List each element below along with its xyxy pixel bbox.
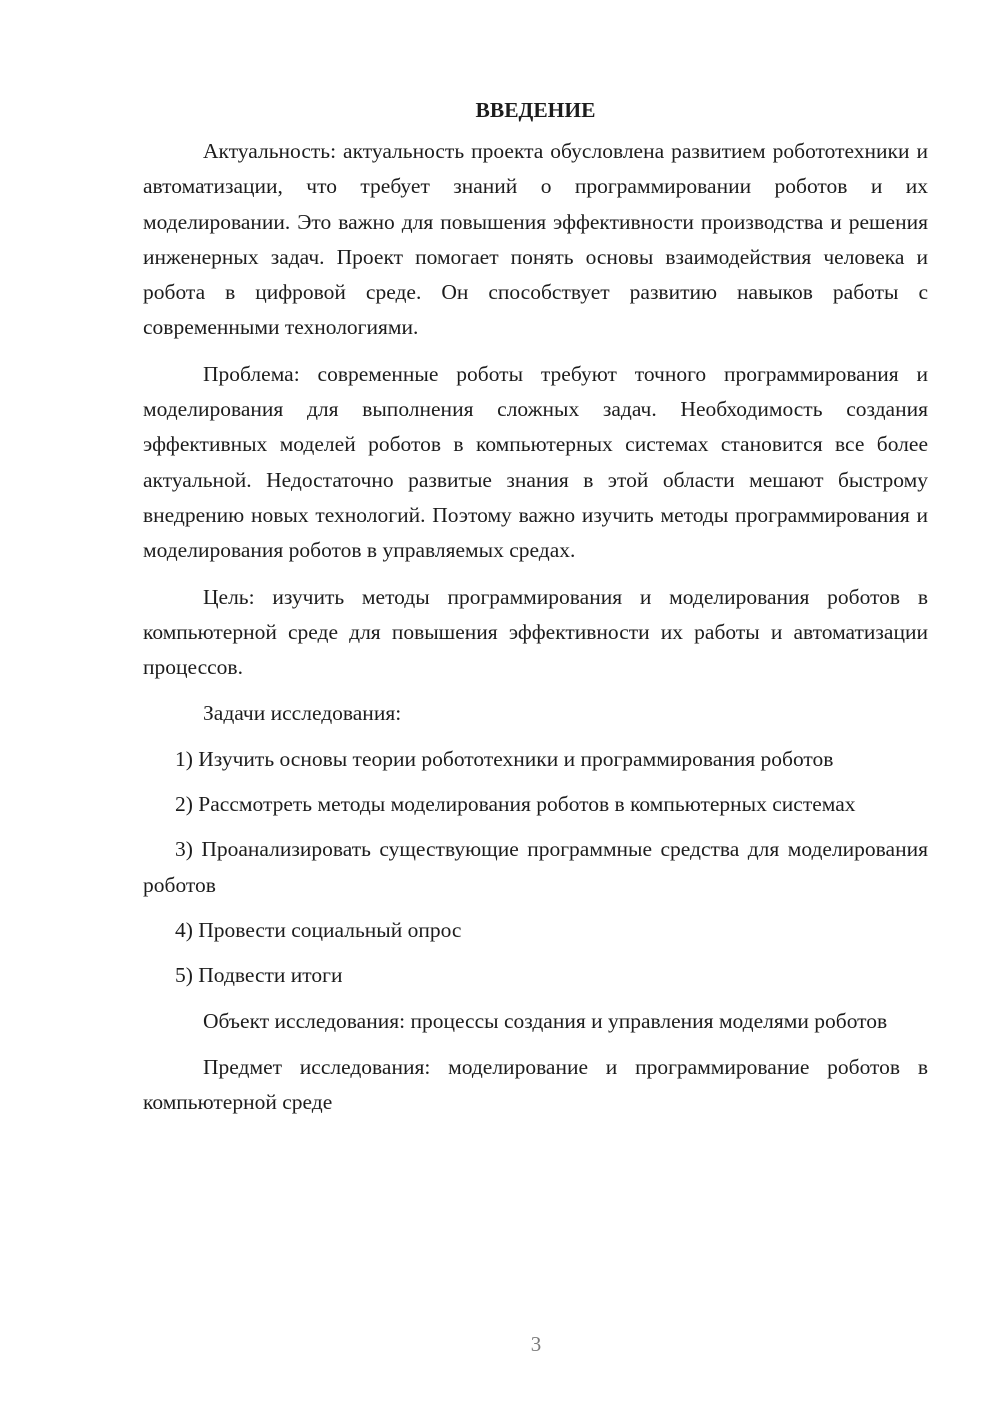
task-item: 1) Изучить основы теории робототехники и программирования роботов bbox=[175, 746, 834, 771]
task-item: 4) Провести социальный опрос bbox=[175, 917, 462, 942]
task-item: 5) Подвести итоги bbox=[175, 963, 343, 988]
document-body bbox=[143, 93, 928, 1131]
section-title: ВВЕДЕНИЕ bbox=[475, 98, 596, 122]
tasks-heading: Задачи исследования: bbox=[203, 701, 402, 726]
task-item: 2) Рассмотреть методы моделирования роботов в компьютерных системах bbox=[175, 792, 856, 817]
relevance-paragraph: Актуальность: актуальность проекта обусловлена развитием робототехники и автоматизации, что требует знаний о программировании роботов и их моделировании. Это важно для повышения эффективности производства и решения инженерных задач. Проект помогает понять основы взаимодействия человека и робота в цифровой среде. Он способствует развитию навыков работы с современными технологиями. bbox=[143, 139, 928, 340]
subject-paragraph: Предмет исследования: моделирование и программирование роботов в компьютерной среде bbox=[143, 1054, 928, 1115]
object-paragraph: Объект исследования: процессы создания и управления моделями роботов bbox=[203, 1008, 888, 1033]
problem-paragraph: Проблема: современные роботы требуют точного программирования и моделирования для выполнения сложных задач. Необходимость создания эффективных моделей роботов в компьютерных системах становится все более актуальной. Недостаточно развитые знания в этой области мешают быстрому внедрению новых технологий. Поэтому важно изучить методы программирования и моделирования роботов в управляемых средах. bbox=[143, 361, 928, 563]
page-number: 3 bbox=[530, 1332, 542, 1356]
task-item: 3) Проанализировать существующие программные средства для моделирования роботов bbox=[143, 837, 928, 897]
goal-paragraph: Цель: изучить методы программирования и моделирования роботов в компьютерной среде для повышения эффективности их работы и автоматизации процессов. bbox=[143, 584, 928, 680]
